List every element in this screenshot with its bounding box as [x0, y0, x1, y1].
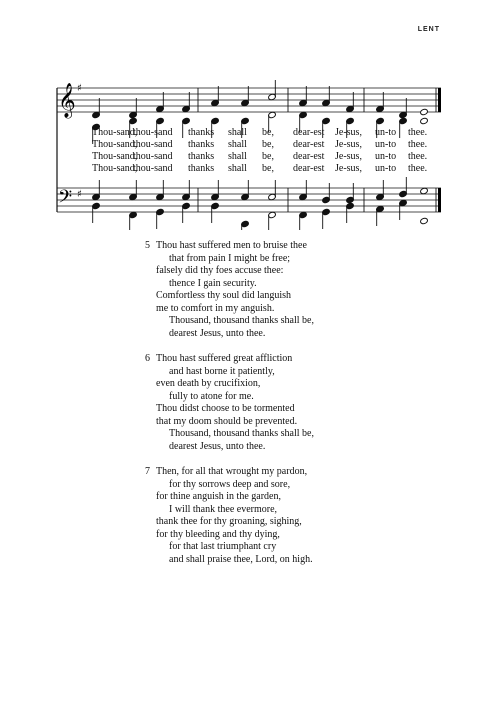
lyric-word: thee.: [408, 139, 428, 150]
verse-number: 6: [145, 353, 150, 364]
lyric-word: dear-est: [293, 139, 325, 150]
lyric-word: Je-sus,: [335, 139, 362, 150]
verse-line: even death by crucifixion,: [156, 378, 261, 389]
verse-line: for thine anguish in the garden,: [156, 491, 281, 502]
lyric-word: Thou-sand,: [92, 163, 138, 174]
note-head: [420, 117, 429, 124]
verse-number: 7: [145, 466, 150, 477]
verse-line: dearest Jesus, unto thee.: [169, 327, 266, 339]
verse-line: thence I gain security.: [169, 277, 257, 289]
lyric-word: Thou-sand,: [92, 127, 138, 138]
lyric-word: dear-est: [293, 151, 325, 162]
lyric-word: shall: [228, 151, 247, 162]
lyric-word: be,: [262, 139, 274, 150]
verse-line: for that last triumphant cry: [169, 541, 277, 552]
lyric-word: thou-sand: [133, 163, 173, 174]
lyric-word: un-to: [375, 127, 397, 138]
section-label: LENT: [417, 26, 440, 33]
verse-line: that my doom should be prevented.: [156, 415, 298, 427]
verse-line: Comfortless thy soul did languish: [156, 290, 291, 301]
sharp-sign: ♯: [77, 83, 82, 94]
verse-line: dearest Jesus, unto thee.: [169, 440, 266, 452]
final-barline: [438, 88, 441, 112]
lyric-word: be,: [262, 163, 274, 174]
verse-line: for thy bleeding and thy dying,: [156, 528, 280, 540]
lyric-word: un-to: [375, 163, 397, 174]
verse: [145, 466, 445, 566]
music-score: [0, 0, 480, 230]
verse-line: thank thee for thy groaning, sighing,: [156, 516, 302, 527]
treble-clef: 𝄞: [58, 83, 76, 118]
lyric-word: un-to: [375, 151, 397, 162]
lyric-word: Je-sus,: [335, 127, 362, 138]
sharp-sign: ♯: [77, 189, 82, 200]
lyric-word: thanks: [188, 139, 215, 150]
note-head: [420, 108, 429, 115]
note-head: [420, 187, 429, 194]
lyric-word: thou-sand: [133, 151, 173, 162]
lyric-word: shall: [228, 163, 247, 174]
verse-line: falsely did thy foes accuse thee:: [156, 265, 284, 276]
verse-line: and hast borne it patiently,: [169, 365, 275, 377]
lyric-word: dear-est: [293, 163, 325, 174]
bass-clef: 𝄢: [58, 187, 73, 212]
verse-line: Then, for all that wrought my pardon,: [156, 466, 308, 477]
lyric-word: thou-sand: [133, 139, 173, 150]
lyric-word: thee.: [408, 163, 428, 174]
verse: [145, 353, 445, 453]
lyric-word: thou-sand: [133, 127, 173, 138]
verse-line: Thou didst choose to be tormented: [156, 403, 295, 414]
lyric-word: dear-est: [293, 127, 325, 138]
lyric-word: thanks: [188, 151, 215, 162]
verse-line: Thou hast suffered men to bruise thee: [156, 240, 307, 251]
lyric-word: thanks: [188, 127, 215, 138]
lyric-word: shall: [228, 127, 247, 138]
lyric-word: be,: [262, 127, 274, 138]
lyric-word: Je-sus,: [335, 163, 362, 174]
lyric-word: Je-sus,: [335, 151, 362, 162]
verse-line: Thousand, thousand thanks shall be,: [169, 428, 314, 439]
lyric-word: Thou-sand,: [92, 139, 138, 150]
lyric-word: thee.: [408, 127, 428, 138]
verse-number: 5: [145, 240, 150, 251]
verse: [145, 240, 445, 340]
lyric-word: un-to: [375, 139, 397, 150]
verse-line: and shall praise thee, Lord, on high.: [169, 553, 313, 565]
verse-line: Thou hast suffered great affliction: [156, 353, 293, 364]
lyric-word: shall: [228, 139, 247, 150]
lyric-word: thee.: [408, 151, 428, 162]
verse-line: for thy sorrows deep and sore,: [169, 478, 291, 490]
lyric-word: Thou-sand,: [92, 151, 138, 162]
lyric-word: be,: [262, 151, 274, 162]
verse-line: Thousand, thousand thanks shall be,: [169, 315, 314, 326]
lyric-word: thanks: [188, 163, 215, 174]
verse-line: I will thank thee evermore,: [169, 503, 278, 515]
verse-line: that from pain I might be free;: [169, 252, 291, 264]
final-barline: [438, 188, 441, 212]
verses: [145, 240, 445, 579]
note-head: [420, 217, 429, 224]
verse-line: me to comfort in my anguish.: [156, 302, 275, 314]
verse-line: fully to atone for me.: [169, 390, 254, 402]
